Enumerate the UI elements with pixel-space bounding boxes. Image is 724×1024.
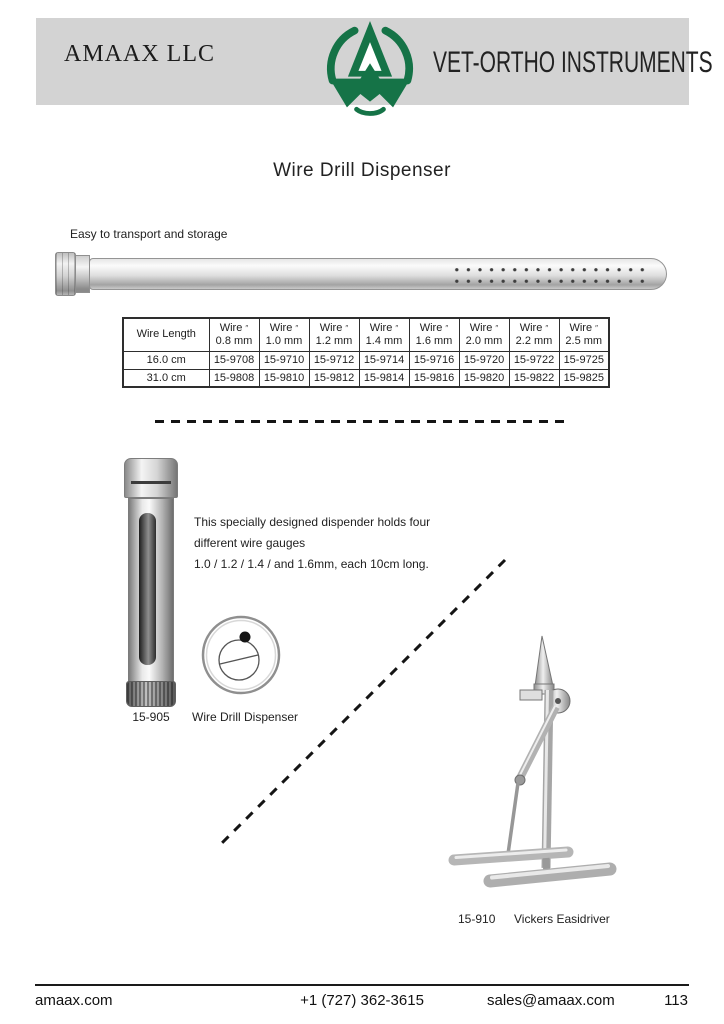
part-number-cell: 15-9708 [209, 351, 259, 369]
table-header-cell: Wire ″ 0.8 mm [209, 318, 259, 351]
wire-dispenser-side-view-image [124, 458, 178, 708]
table-row [123, 369, 609, 387]
part-number-cell: 15-9812 [309, 369, 359, 387]
item-code-15-905: 15-905 [132, 710, 170, 724]
dispenser-slot-window [139, 513, 156, 665]
dispenser-body [128, 498, 174, 683]
footer-page-number: 113 [664, 992, 688, 1009]
part-number-cell: 15-9820 [459, 369, 509, 387]
dispenser-cap [124, 458, 178, 498]
table-header-cell: Wire ″ 2.0 mm [459, 318, 509, 351]
footer-email: sales@amaax.com [487, 992, 615, 1009]
page-title: Wire Drill Dispenser [273, 160, 451, 181]
diameter-mark: ″ [445, 323, 449, 333]
part-number-cell: 15-9822 [509, 369, 559, 387]
part-number-cell: 15-9725 [559, 351, 609, 369]
table-header-cell: Wire ″ 1.2 mm [309, 318, 359, 351]
part-number-cell: 15-9808 [209, 369, 259, 387]
table-header-cell: Wire ″ 1.6 mm [409, 318, 459, 351]
dispenser-knurled-base [126, 681, 176, 707]
wire-length-cell: 31.0 cm [123, 369, 209, 387]
table-header-cell: Wire ″ 2.2 mm [509, 318, 559, 351]
product-tagline: Easy to transport and storage [70, 227, 228, 241]
part-number-cell: 15-9720 [459, 351, 509, 369]
part-number-cell: 15-9814 [359, 369, 409, 387]
part-number-cell: 15-9712 [309, 351, 359, 369]
table-row [123, 351, 609, 369]
table-header-row [123, 318, 609, 351]
part-number-cell: 15-9714 [359, 351, 409, 369]
table-header-cell: Wire ″ 1.4 mm [359, 318, 409, 351]
part-number-cell: 15-9825 [559, 369, 609, 387]
tube-holes [451, 263, 649, 286]
footer-divider [35, 984, 689, 986]
item-code-15-910: 15-910 [458, 912, 496, 926]
diameter-mark: ″ [545, 323, 549, 333]
diameter-mark: ″ [295, 323, 299, 333]
footer-phone: +1 (727) 362-3615 [300, 992, 424, 1009]
item-name-vickers-easidriver: Vickers Easidriver [514, 912, 610, 926]
description-line: 1.0 / 1.2 / 1.4 / and 1.6mm, each 10cm long. [194, 557, 429, 571]
diameter-mark: ″ [395, 323, 399, 333]
table-header-cell: Wire Length [123, 318, 209, 351]
tube-end-cap [55, 252, 76, 296]
wire-length-cell: 16.0 cm [123, 351, 209, 369]
part-number-cell: 15-9810 [259, 369, 309, 387]
diameter-mark: ″ [595, 323, 598, 333]
description-line: This specially designed dispender holds four [194, 515, 431, 529]
part-number-cell: 15-9716 [409, 351, 459, 369]
table-header-cell: Wire ″ 2.5 mm [559, 318, 609, 351]
part-number-table [122, 317, 610, 388]
description-line: different wire gauges [194, 536, 306, 550]
wire-dispenser-tube-image [55, 252, 668, 296]
part-number-cell: 15-9710 [259, 351, 309, 369]
tube-body [89, 258, 667, 290]
part-number-cell: 15-9816 [409, 369, 459, 387]
amaax-logo-icon [322, 21, 418, 117]
horizontal-dashed-divider [155, 420, 566, 423]
company-name: AMAAX LLC [64, 41, 215, 67]
diameter-mark: ″ [245, 323, 249, 333]
item-name-wire-drill-dispenser: Wire Drill Dispenser [192, 710, 299, 724]
footer-website: amaax.com [35, 992, 113, 1009]
diameter-mark: ″ [345, 323, 349, 333]
part-number-cell: 15-9722 [509, 351, 559, 369]
tube-collar [75, 255, 90, 293]
table-header-cell: Wire ″ 1.0 mm [259, 318, 309, 351]
brand-name: VET-ORTHO INSTRUMENTS [433, 46, 713, 79]
vickers-easidriver-image [438, 628, 650, 900]
diameter-mark: ″ [495, 323, 499, 333]
